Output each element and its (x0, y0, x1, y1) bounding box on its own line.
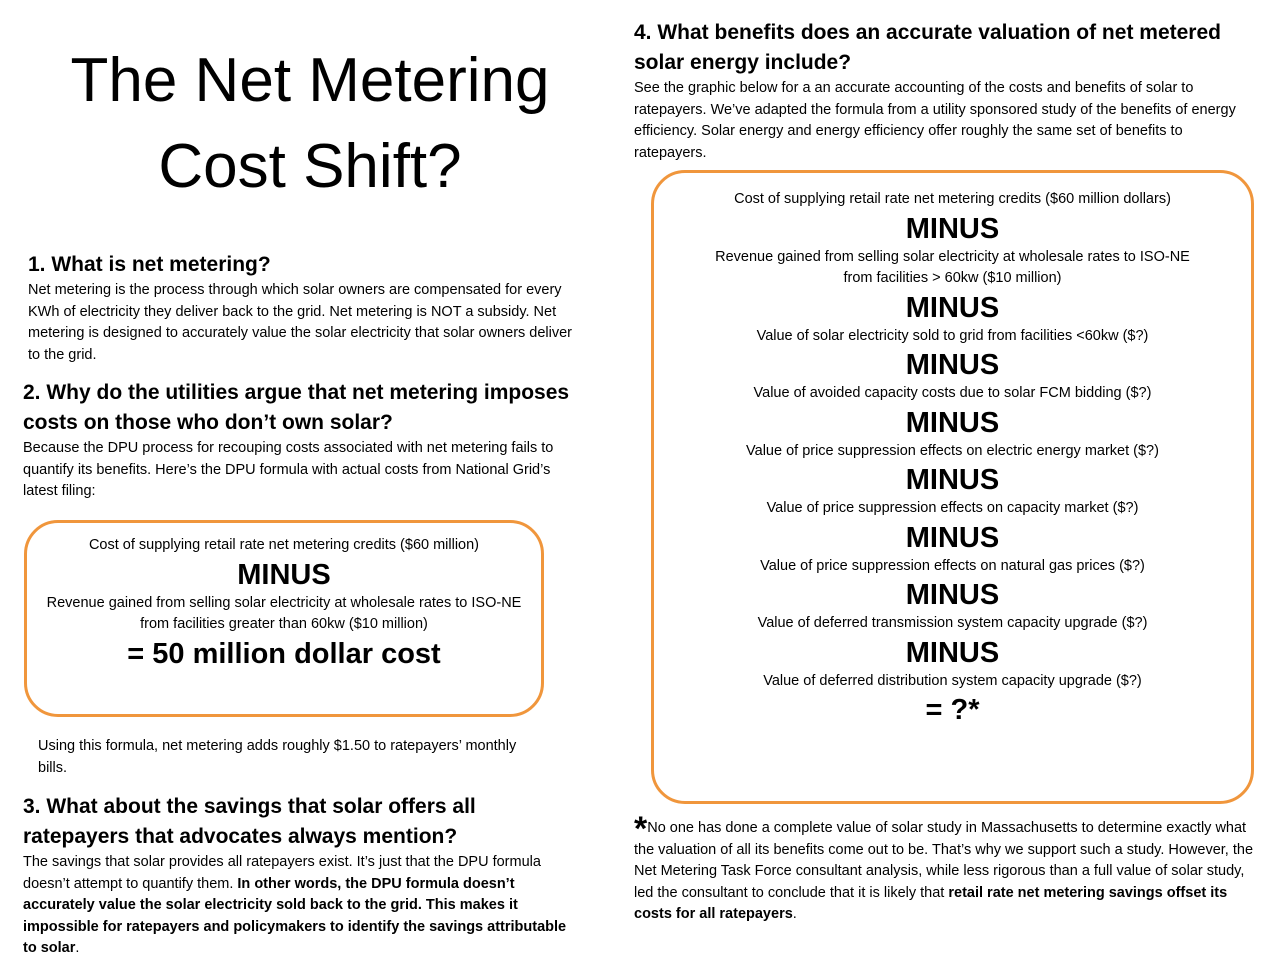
formula-line: Value of price suppression effects on natural gas prices ($?) (760, 557, 1145, 574)
body-bold: retail rate net metering savings offset its costs for all ratepayers (634, 884, 1228, 922)
formula-line: Value of solar electricity sold to grid from facilities <60kw ($?) (756, 327, 1149, 344)
title-line-1: The Net Metering (70, 46, 550, 115)
minus-label: MINUS (905, 349, 1000, 381)
body-end: . (792, 906, 797, 922)
section-what-is-net-metering (28, 250, 573, 366)
footnote-body (634, 810, 1254, 926)
body-plain: No one has done a complete value of solar study in Massachusetts to determine exactly what the valuation of all its benefits come out to be. That’s why we support such a study. However, the Net Metering Task Force consultant analysis, while less rigorous than a full value of solar study, led the consultant to conclude that it is likely that (634, 820, 1254, 901)
formula-result: = 50 million dollar cost (127, 637, 441, 670)
section-why-utilities-argue (23, 378, 573, 503)
section-benefits (634, 18, 1244, 164)
footnote (634, 810, 1254, 926)
formula-line: Value of avoided capacity costs due to solar FCM bidding ($?) (753, 385, 1152, 401)
section-heading: 3. What about the savings that solar offers all ratepayers that advocates always mention? (23, 795, 476, 848)
minus-label: MINUS (905, 579, 1000, 611)
formula-result: = ?* (925, 694, 980, 726)
page-title (30, 38, 590, 210)
dpu-formula-box (24, 520, 544, 717)
section-heading: 2. Why do the utilities argue that net metering imposes costs on those who don’t own solar? (23, 381, 570, 434)
title-line-2: Cost Shift? (158, 132, 462, 201)
formula-line: Value of deferred transmission system capacity upgrade ($?) (757, 615, 1148, 631)
formula-line: Value of price suppression effects on electric energy market ($?) (746, 442, 1159, 459)
formula-line: Cost of supplying retail rate net metering credits ($60 million dollars) (734, 191, 1171, 207)
section-savings (23, 792, 583, 960)
full-valuation-box (651, 170, 1254, 804)
minus-label: MINUS (237, 558, 331, 591)
section-body: Because the DPU process for recouping costs associated with net metering fails to quantify its benefits. Here’s the DPU formula with actual costs from National Grid’s latest filing: (23, 440, 554, 499)
formula-note: Using this formula, net metering adds roughly $1.50 to ratepayers’ monthly bills. (38, 738, 517, 776)
section-body: Net metering is the process through which solar owners are compensated for every KWh of electricity they deliver back to the grid. Net metering is NOT a subsidy. Net metering is designed to accurately value the solar electricity that solar owners deliver to the grid. (28, 282, 573, 363)
valuation-items (654, 189, 1251, 728)
body-plain: The savings that solar provides all ratepayers exist. It’s just that the DPU formula doesn’t attempt to quantify them. (23, 854, 541, 892)
formula-line: Revenue gained from selling solar electricity at wholesale rates to ISO-NE from facilities > 60kw ($10 million) (715, 248, 1190, 286)
footnote-star: * (634, 810, 648, 848)
body-bold: In other words, the DPU formula doesn’t accurately value the solar electricity sold back to the grid. This makes it impossible for ratepayers and policymakers to identify the savings attributable to solar (23, 875, 567, 956)
formula-line: Value of price suppression effects on capacity market ($?) (766, 500, 1139, 516)
minus-label: MINUS (905, 521, 1000, 554)
body-end: . (75, 940, 80, 956)
section-heading: 1. What is net metering? (28, 253, 271, 276)
formula-line: Cost of supplying retail rate net metering credits ($60 million) (88, 537, 480, 553)
minus-label: MINUS (905, 464, 1000, 496)
formula-line: Revenue gained from selling solar electricity at wholesale rates to ISO-NE from facilities greater than 60kw ($10 million) (46, 594, 522, 632)
minus-label: MINUS (905, 212, 1000, 245)
section-body: See the graphic below for a an accurate accounting of the costs and benefits of solar to ratepayers. We’ve adapted the formula from a utility sponsored study of the benefits of energy efficiency. Solar energy and energy efficiency offer roughly the same set of benefits to ratepayers. (634, 80, 1236, 161)
section-body (23, 852, 583, 960)
minus-label: MINUS (905, 291, 1000, 324)
section-heading: 4. What benefits does an accurate valuation of net metered solar energy include? (634, 21, 1221, 74)
minus-label: MINUS (905, 636, 1000, 669)
minus-label: MINUS (905, 406, 1000, 439)
formula-line: Value of deferred distribution system capacity upgrade ($?) (763, 672, 1142, 689)
